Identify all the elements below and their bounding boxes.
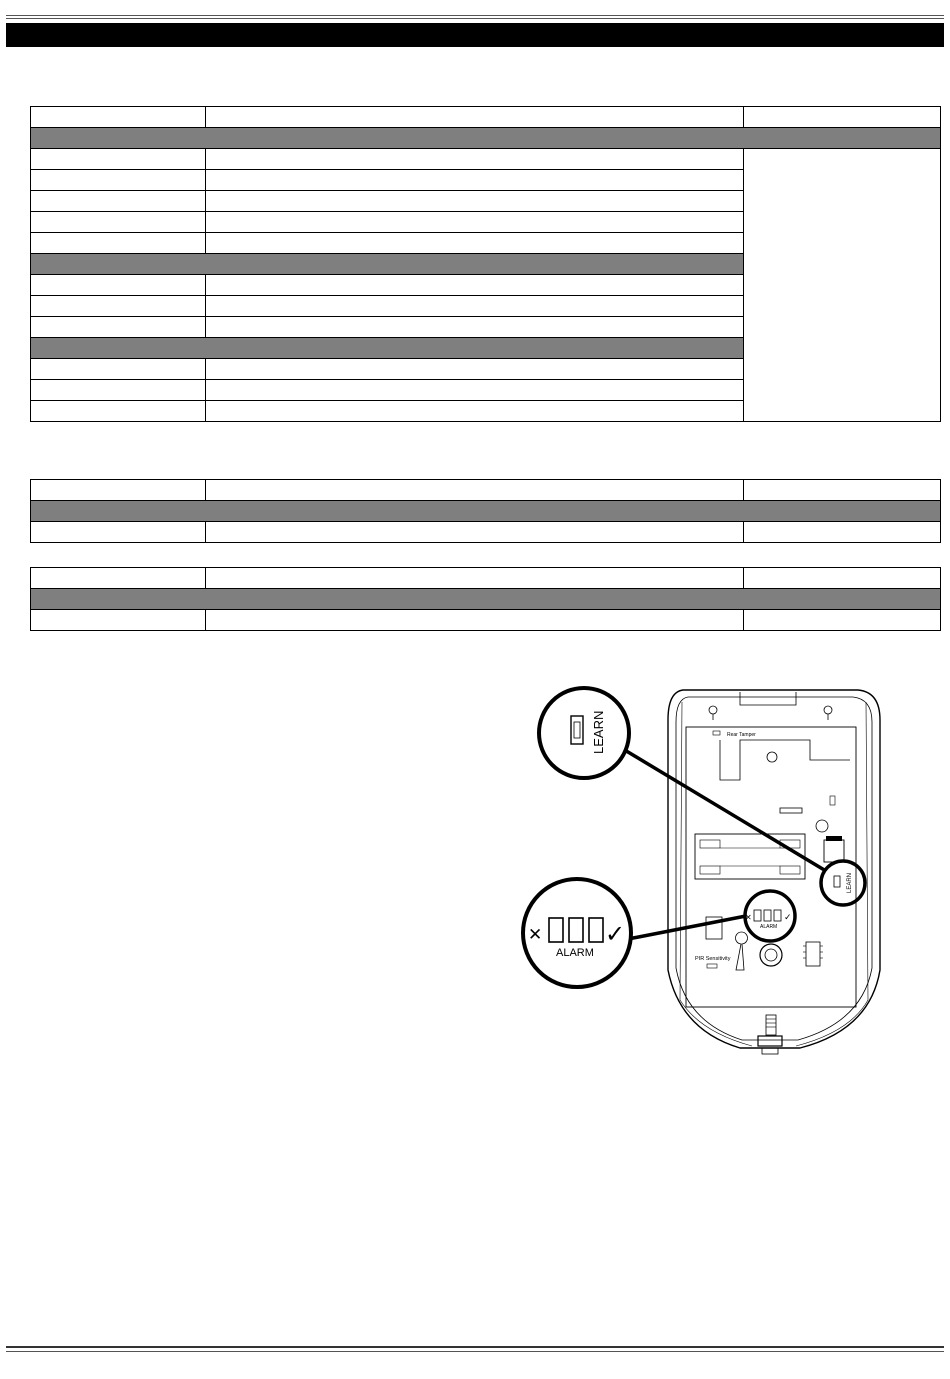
section-row [31,501,941,522]
spec-table-2 [30,479,941,543]
check-icon-small: ✓ [784,913,792,923]
alarm-leader-line [623,916,746,940]
battery-holder [695,834,805,879]
header-bar [6,23,944,47]
table-row [31,522,941,543]
housing-inner-outline [676,697,872,1040]
merged-cell [744,149,941,422]
learn-label-small: LEARN [847,872,853,893]
learn-callout-large [539,688,629,778]
top-rule [6,15,944,16]
top-rule-secondary [6,18,944,19]
cross-icon: ✕ [528,925,543,945]
check-icon: ✓ [605,920,626,948]
bottom-rule-secondary [6,1351,944,1352]
learn-label-large: LEARN [591,710,606,754]
mounting-hole-left [709,706,717,714]
spec-table-main [30,106,941,422]
mounting-hole-right [824,706,832,714]
section-row [31,589,941,610]
table-row [31,610,941,631]
detector-diagram [520,680,900,1065]
table-row [31,149,941,170]
pir-sensitivity-label: PIR Sensitivity [695,956,731,962]
section-row [31,128,941,149]
alarm-label-large: ALARM [556,947,594,959]
alarm-label-small: ALARM [760,924,778,930]
spec-table-3 [30,567,941,631]
learn-callout-small [821,861,865,905]
pir-sensor [760,944,782,966]
cross-icon-small: ✕ [745,913,752,922]
rear-tamper-label: Rear Tamper [727,732,756,738]
bottom-rule [6,1346,944,1348]
table-header-row [31,107,941,128]
learn-leader-line [623,749,826,871]
table-header-row [31,480,941,501]
table-header-row [31,568,941,589]
